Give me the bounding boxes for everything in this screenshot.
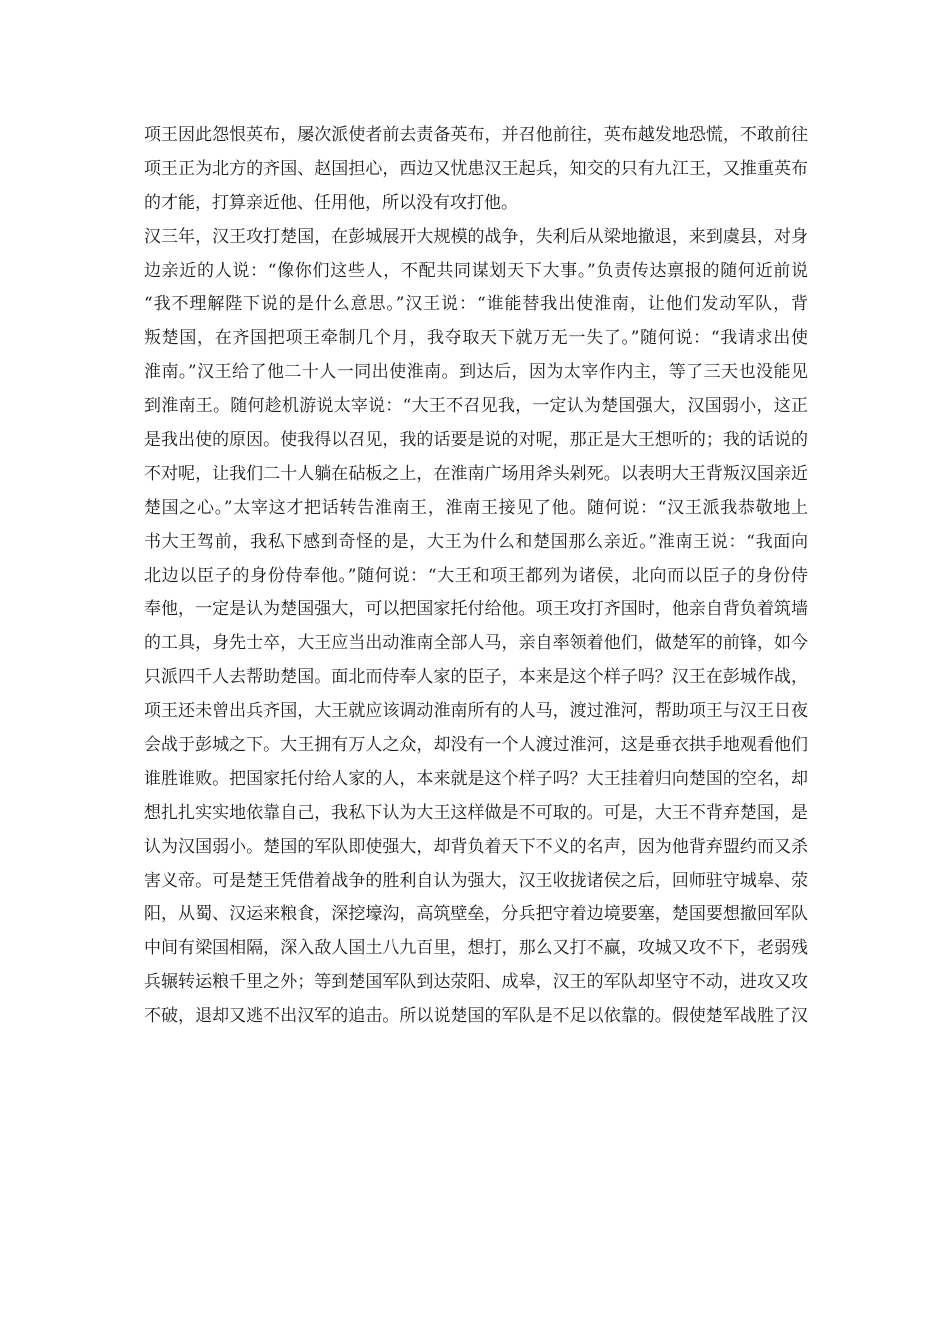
text-line: 想扎扎实实地依靠自己，我私下认为大王这样做是不可取的。可是，大王不背弃楚国，是 (144, 802, 808, 823)
text-line: 的工具，身先士卒，大王应当出动淮南全部人马，亲自率领着他们，做楚军的前锋，如今 (144, 633, 808, 654)
text-line: 的才能，打算亲近他、任用他，所以没有攻打他。 (144, 192, 518, 213)
text-line: 叛楚国，在齐国把项王牵制几个月，我夺取天下就万无一失了。”随何说：“我请求出使 (144, 328, 808, 349)
text-line: 阳，从蜀、汉运来粮食，深挖壕沟，高筑壁垒，分兵把守着边境要塞，楚国要想撤回军队 (144, 904, 808, 925)
text-line: 书大王驾前，我私下感到奇怪的是，大王为什么和楚国那么亲近。”淮南王说：“我面向 (144, 531, 808, 552)
text-line: 汉三年，汉王攻打楚国，在彭城展开大规模的战争，失利后从梁地撤退，来到虞县，对身 (144, 226, 808, 247)
text-line: 中间有梁国相隔，深入敌人国土八九百里，想打，那么又打不赢，攻城又攻不下，老弱残 (144, 938, 808, 959)
text-line: 项王正为北方的齐国、赵国担心，西边又忧患汉王起兵，知交的只有九江王，又推重英布 (144, 158, 808, 179)
text-line: 谁胜谁败。把国家托付给人家的人，本来就是这个样子吗？大王挂着归向楚国的空名，却 (144, 768, 808, 789)
body-text (144, 119, 808, 1034)
text-line: “我不理解陛下说的是什么意思。”汉王说：“谁能替我出使淮南，让他们发动军队，背 (144, 294, 808, 315)
text-line: 奉他，一定是认为楚国强大，可以把国家托付给他。项王攻打齐国时，他亲自背负着筑墙 (144, 599, 808, 620)
text-line: 北边以臣子的身份侍奉他。”随何说：“大王和项王都列为诸侯，北向而以臣子的身份侍 (144, 565, 808, 586)
text-line: 兵辗转运粮千里之外；等到楚国军队到达荥阳、成皋，汉王的军队却坚守不动，进攻又攻 (144, 972, 808, 993)
text-line: 项王因此怨恨英布，屡次派使者前去责备英布，并召他前往，英布越发地恐慌，不敢前往 (144, 125, 808, 145)
text-line: 只派四千人去帮助楚国。面北而侍奉人家的臣子，本来是这个样子吗？汉王在彭城作战， (144, 667, 808, 688)
text-line: 不对呢，让我们二十人躺在砧板之上，在淮南广场用斧头剁死。以表明大王背叛汉国亲近 (144, 463, 808, 484)
text-line: 认为汉国弱小。楚国的军队即使强大，却背负着天下不义的名声，因为他背弃盟约而又杀 (144, 836, 808, 857)
text-line: 边亲近的人说：“像你们这些人，不配共同谋划天下大事。”负责传达禀报的随何近前说 (144, 260, 808, 281)
text-line: 害义帝。可是楚王凭借着战争的胜利自认为强大，汉王收拢诸侯之后，回师驻守城皋、荥 (144, 870, 808, 891)
text-line: 不破，退却又逃不出汉军的追击。所以说楚国的军队是不足以依靠的。假使楚军战胜了汉 (144, 1006, 808, 1027)
text-line: 楚国之心。”太宰这才把话转告淮南王，淮南王接见了他。随何说：“汉王派我恭敬地上 (144, 497, 808, 518)
text-line: 会战于彭城之下。大王拥有万人之众，却没有一个人渡过淮河，这是垂衣拱手地观看他们 (144, 735, 808, 756)
text-line: 到淮南王。随何趁机游说太宰说：“大王不召见我，一定认为楚国强大，汉国弱小，这正 (144, 396, 808, 417)
text-line: 淮南。”汉王给了他二十人一同出使淮南。到达后，因为太宰作内主，等了三天也没能见 (144, 362, 808, 383)
text-line: 是我出使的原因。使我得以召见，我的话要是说的对呢，那正是大王想听的；我的话说的 (144, 430, 808, 451)
text-line: 项王还未曾出兵齐国，大王就应该调动淮南所有的人马，渡过淮河，帮助项王与汉王日夜 (144, 701, 808, 722)
